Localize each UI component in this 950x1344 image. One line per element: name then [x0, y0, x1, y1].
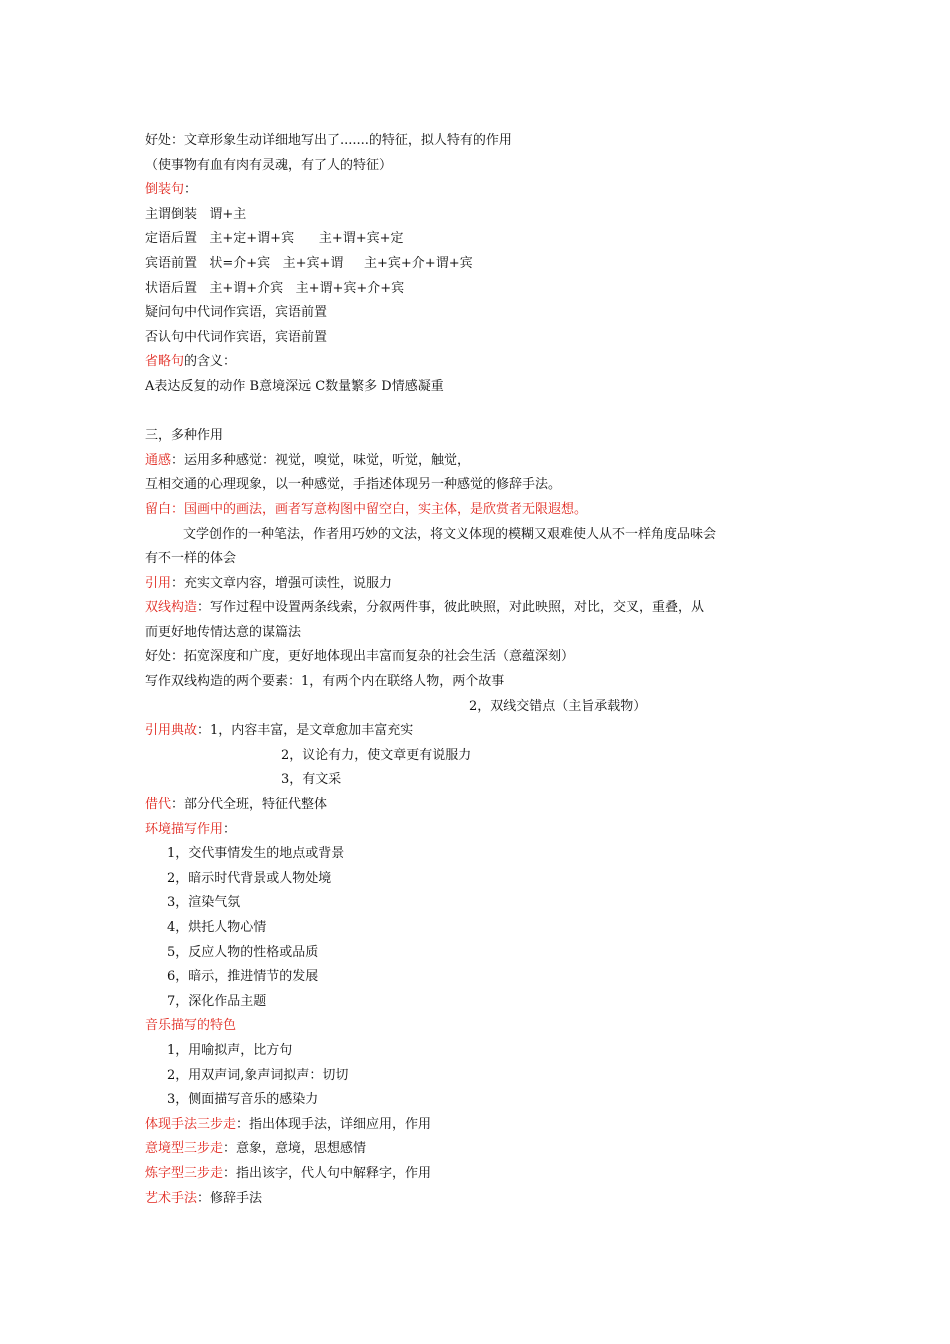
text-line: A表达反复的动作 B意境深远 C数量繁多 D情感凝重	[145, 378, 444, 394]
heading-line	[145, 793, 825, 818]
term-label: 双线构造	[145, 600, 198, 616]
term-label: 倒装句	[145, 182, 185, 198]
term-label: 意境型三步走	[145, 1141, 224, 1157]
list-item: 1，用喻拟声，比方句	[167, 1042, 293, 1058]
term-label: 留白	[145, 501, 172, 517]
text-line: 状语后置 主+谓+介宾 主+谓+宾+介+宾	[145, 280, 405, 296]
heading-line	[145, 1187, 825, 1212]
heading-line	[145, 719, 825, 744]
term-text: ：1，内容丰富，是文章愈加丰富充实	[197, 723, 414, 739]
term-text: ：国画中的画法，画者写意构图中留空白，实主体，是欣赏者无限遐想。	[171, 501, 588, 517]
term-label: 引用	[145, 575, 172, 591]
heading-line	[145, 1162, 825, 1187]
text-line: 主谓倒装 谓+主	[145, 206, 247, 222]
heading-line	[145, 350, 825, 375]
heading-line	[145, 572, 825, 597]
term-label: 引用典故	[145, 723, 198, 739]
list-item: 5，反应人物的性格或品质	[167, 944, 319, 960]
term-text: ：	[184, 182, 198, 198]
text-line: 宾语前置 状=介+宾 主+宾+谓 主+宾+介+谓+宾	[145, 255, 473, 271]
term-text: 的含义：	[184, 354, 237, 370]
term-text: ：部分代全班，特征代整体	[171, 797, 328, 813]
list-item: 1，交代事情发生的地点或背景	[167, 846, 345, 862]
text-line: 定语后置 主+定+谓+宾 主+谓+宾+定	[145, 231, 404, 247]
term-text: ：修辞手法	[197, 1190, 263, 1206]
term-label: 通感	[145, 452, 172, 468]
term-label: 省略句	[145, 354, 185, 370]
list-item: 4，烘托人物心情	[167, 920, 267, 935]
term-label: 炼字型三步走	[145, 1165, 224, 1181]
list-item: 3，侧面描写音乐的感染力	[167, 1092, 319, 1108]
text-line: 疑问句中代词作宾语，宾语前置	[145, 305, 328, 321]
term-text: ：	[223, 821, 237, 837]
term-label: 借代	[145, 797, 172, 813]
heading-line	[145, 449, 825, 474]
text-line: 文学创作的一种笔法，作者用巧妙的文法，将文义体现的模糊又艰难使人从不一样角度品味会	[183, 526, 717, 542]
heading-line	[145, 818, 825, 843]
heading-line	[145, 178, 825, 203]
text-line: 互相交通的心理现象，以一种感觉，手指述体现另一种感觉的修辞手法。	[145, 477, 562, 493]
heading-line	[145, 1014, 825, 1039]
term-text: ：指出该字，代人句中解释字，作用	[223, 1165, 432, 1181]
heading-line	[145, 1137, 825, 1162]
term-text: ：运用多种感觉：视觉，嗅觉，味觉，听觉，触觉，	[171, 452, 471, 468]
list-item: 2，用双声词,象声词拟声：切切	[167, 1067, 349, 1083]
term-text: ：指出体现手法，详细应用，作用	[236, 1116, 432, 1132]
text-line: 而更好地传情达意的谋篇法	[145, 624, 302, 640]
text-line: 写作双线构造的两个要素：1，有两个内在联络人物，两个故事	[145, 674, 505, 690]
text-line: 3，有文采	[281, 772, 342, 788]
list-item: 3，渲染气氛	[167, 895, 241, 911]
list-item: 2，暗示时代背景或人物处境	[167, 870, 332, 886]
section-heading: 三，多种作用	[145, 428, 224, 444]
heading-line	[145, 1113, 825, 1138]
term-text: ：充实文章内容，增强可读性，说服力	[171, 575, 393, 591]
heading-line	[145, 596, 825, 621]
document-page	[145, 129, 825, 1211]
text-line: （使事物有血有肉有灵魂，有了人的特征）	[145, 157, 393, 173]
term-label: 艺术手法	[145, 1190, 198, 1206]
term-text: ：意象，意境，思想感情	[223, 1141, 367, 1157]
heading-line	[145, 498, 825, 523]
text-line: 好处：文章形象生动详细地写出了.......的特征，拟人特有的作用	[145, 133, 512, 148]
blank-line	[145, 400, 825, 425]
text-line: 否认句中代词作宾语，宾语前置	[145, 329, 328, 345]
text-line: 有不一样的体会	[145, 551, 237, 567]
term-label: 音乐描写的特色	[145, 1018, 237, 1034]
term-label: 环境描写作用	[145, 821, 224, 837]
text-line: 好处：拓宽深度和广度，更好地体现出丰富而复杂的社会生活（意蕴深刻）	[145, 649, 575, 665]
text-line: 2，议论有力，使文章更有说服力	[281, 747, 472, 763]
list-item: 6，暗示，推进情节的发展	[167, 969, 319, 985]
term-text: ：写作过程中设置两条线索，分叙两件事，彼此映照，对此映照，对比，交叉，重叠，从	[197, 600, 705, 616]
list-item: 7，深化作品主题	[167, 993, 267, 1009]
text-line: 2，双线交错点（主旨承载物）	[469, 698, 647, 714]
term-label: 体现手法三步走	[145, 1116, 237, 1132]
